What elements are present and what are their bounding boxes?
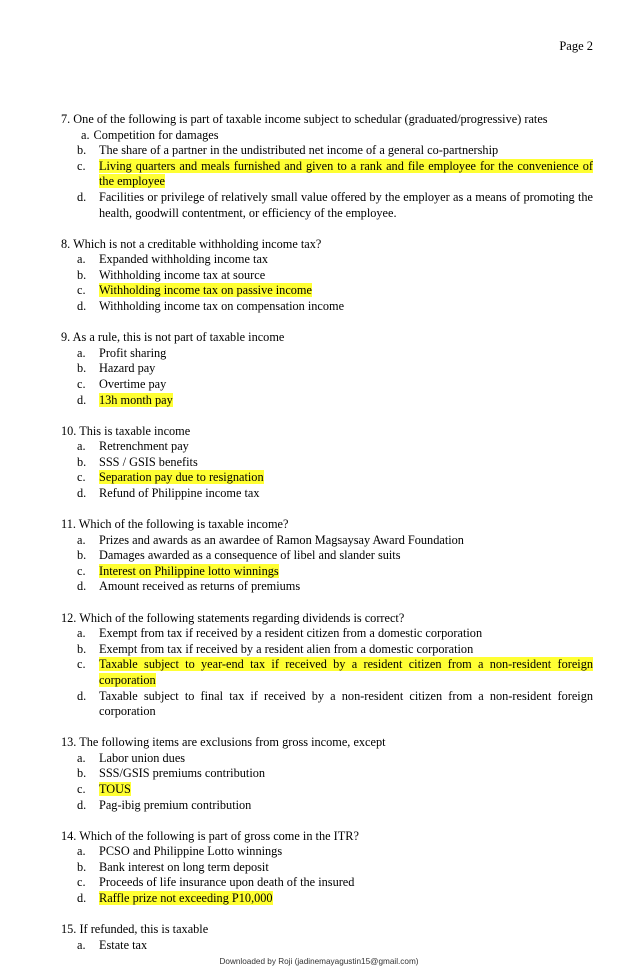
option-text-content: PCSO and Philippine Lotto winnings xyxy=(99,844,283,859)
option-text-content: Retrenchment pay xyxy=(99,439,189,454)
answer-option xyxy=(61,782,593,798)
option-text xyxy=(99,190,593,221)
option-letter: b. xyxy=(77,143,87,158)
option-text xyxy=(99,455,593,471)
option-letter: a. xyxy=(77,937,86,952)
answer-option xyxy=(61,439,593,455)
highlighted-answer-text xyxy=(99,283,593,299)
highlighted-answer-text xyxy=(99,782,593,798)
answer-option xyxy=(61,626,593,642)
option-text xyxy=(99,299,593,315)
answer-option xyxy=(61,252,593,268)
option-text xyxy=(99,548,593,564)
answer-option xyxy=(61,283,593,299)
option-letter: a. xyxy=(81,127,90,142)
question-15 xyxy=(61,922,593,953)
option-letter: a. xyxy=(77,750,86,765)
answer-option xyxy=(61,564,593,580)
answer-option xyxy=(61,689,593,720)
option-text xyxy=(99,377,593,393)
option-letter: d. xyxy=(77,891,87,906)
question-11 xyxy=(61,517,593,595)
answer-option xyxy=(61,470,593,486)
option-text-content: TOUS xyxy=(99,781,131,796)
question-text: 12. Which of the following statements regarding dividends is correct? xyxy=(61,610,405,625)
option-letter: d. xyxy=(77,688,87,703)
option-letter: d. xyxy=(77,579,87,594)
download-footer: Downloaded by Roji (jadinemayagustin15@gmail.com) xyxy=(219,957,419,966)
option-letter: b. xyxy=(77,361,87,376)
option-text xyxy=(99,642,593,658)
question-text: 10. This is taxable income xyxy=(61,423,191,438)
highlighted-answer-text xyxy=(99,470,593,486)
option-text-content: Prizes and awards as an awardee of Ramon Magsaysay Award Foundation xyxy=(99,532,464,547)
option-letter: a. xyxy=(77,844,86,859)
answer-option xyxy=(61,798,593,814)
option-text-content: The share of a partner in the undistributed net income of a general co-partnership xyxy=(99,143,499,158)
question-9 xyxy=(61,330,593,408)
option-text-content: Withholding income tax on passive income xyxy=(99,283,312,298)
option-text xyxy=(99,751,593,767)
option-letter: a. xyxy=(77,439,86,454)
option-text-content: SSS / GSIS benefits xyxy=(99,454,198,469)
answer-option xyxy=(61,346,593,362)
option-letter: c. xyxy=(77,470,86,485)
option-text-content: Damages awarded as a consequence of libel and slander suits xyxy=(99,548,401,563)
option-text xyxy=(99,798,593,814)
question-text: 7. One of the following is part of taxable income subject to schedular (graduated/progressive) rates xyxy=(61,112,548,126)
option-text-content: Overtime pay xyxy=(99,376,167,391)
answer-option xyxy=(61,190,593,221)
option-letter: c. xyxy=(77,657,86,672)
question-list xyxy=(61,112,593,969)
question-text: 15. If refunded, this is taxable xyxy=(61,922,209,937)
option-text-content: Exempt from tax if received by a resident alien from a domestic corporation xyxy=(99,641,474,656)
option-text xyxy=(99,268,593,284)
option-text-content: Labor union dues xyxy=(99,750,186,765)
option-text-content: Facilities or privilege of relatively small value offered by the employer as a means of promoting the health, goodwill contentment, or efficiency of the employee. xyxy=(99,189,593,220)
option-letter: c. xyxy=(77,781,86,796)
question-12 xyxy=(61,611,593,720)
option-text xyxy=(99,626,593,642)
option-text xyxy=(99,252,593,268)
answer-option xyxy=(61,875,593,891)
option-text-content: Amount received as returns of premiums xyxy=(99,579,301,594)
option-text xyxy=(99,875,593,891)
option-text-content: Bank interest on long term deposit xyxy=(99,859,269,874)
answer-option xyxy=(61,361,593,377)
answer-option xyxy=(61,751,593,767)
option-letter: b. xyxy=(77,548,87,563)
option-text-content: Exempt from tax if received by a resident citizen from a domestic corporation xyxy=(99,626,483,641)
answer-option xyxy=(61,486,593,502)
answer-option xyxy=(61,533,593,549)
option-letter: b. xyxy=(77,267,87,282)
option-text-content: Proceeds of life insurance upon death of the insured xyxy=(99,875,355,890)
option-text-content: Withholding income tax on compensation income xyxy=(99,299,345,314)
highlighted-answer-text xyxy=(99,393,593,409)
highlighted-answer-text xyxy=(99,159,593,190)
option-text-content: Hazard pay xyxy=(99,361,156,376)
option-letter: a. xyxy=(77,532,86,547)
option-letter: a. xyxy=(77,345,86,360)
option-text-content: Withholding income tax at source xyxy=(99,267,266,282)
question-10 xyxy=(61,424,593,502)
option-letter: d. xyxy=(77,299,87,314)
option-letter: d. xyxy=(77,485,87,500)
option-letter: c. xyxy=(77,875,86,890)
option-letter: c. xyxy=(77,376,86,391)
option-letter: c. xyxy=(77,563,86,578)
option-text xyxy=(99,579,593,595)
option-text xyxy=(99,766,593,782)
option-text-content: Competition for damages xyxy=(93,127,219,142)
answer-option xyxy=(61,938,593,954)
option-text xyxy=(99,860,593,876)
page-number: Page 2 xyxy=(559,39,593,53)
option-text-content: Estate tax xyxy=(99,937,148,952)
option-text-content: 13h month pay xyxy=(99,392,173,407)
answer-option xyxy=(61,579,593,595)
option-letter: d. xyxy=(77,797,87,812)
option-text xyxy=(99,689,593,720)
question-text: 13. The following items are exclusions from gross income, except xyxy=(61,735,386,750)
option-letter: b. xyxy=(77,859,87,874)
answer-option xyxy=(61,143,593,159)
highlighted-answer-text xyxy=(99,564,593,580)
question-text: 11. Which of the following is taxable income? xyxy=(61,517,289,532)
answer-option xyxy=(61,128,593,144)
answer-option xyxy=(61,377,593,393)
option-letter: b. xyxy=(77,766,87,781)
option-letter: b. xyxy=(77,641,87,656)
option-letter: b. xyxy=(77,454,87,469)
option-text xyxy=(99,361,593,377)
highlighted-answer-text xyxy=(99,657,593,688)
answer-option xyxy=(61,766,593,782)
question-14 xyxy=(61,829,593,907)
option-text-content: Living quarters and meals furnished and given to a rank and file employee for the convenience of the employee xyxy=(99,158,593,189)
option-letter: d. xyxy=(77,189,87,204)
option-text xyxy=(99,346,593,362)
option-text-content: Interest on Philippine lotto winnings xyxy=(99,563,279,578)
option-text-content: Taxable subject to final tax if received by a non-resident citizen from a non-resident foreign corporation xyxy=(99,688,593,719)
answer-option xyxy=(61,548,593,564)
option-text-content: SSS/GSIS premiums contribution xyxy=(99,766,266,781)
option-text xyxy=(99,143,593,159)
answer-option xyxy=(61,159,593,190)
answer-option xyxy=(61,393,593,409)
option-text-content: Profit sharing xyxy=(99,345,167,360)
question-13 xyxy=(61,735,593,813)
answer-option xyxy=(61,642,593,658)
option-letter: a. xyxy=(77,252,86,267)
option-letter: c. xyxy=(77,283,86,298)
answer-option xyxy=(61,299,593,315)
option-text xyxy=(99,844,593,860)
option-text-content: Expanded withholding income tax xyxy=(99,252,269,267)
question-7 xyxy=(61,112,593,221)
highlighted-answer-text xyxy=(99,891,593,907)
option-text xyxy=(99,439,593,455)
answer-option xyxy=(61,455,593,471)
option-letter: d. xyxy=(77,392,87,407)
option-text-content: Taxable subject to year-end tax if received by a resident citizen from a non-resident foreign corporation xyxy=(99,657,593,687)
option-text-content: Raffle prize not exceeding P10,000 xyxy=(99,891,273,906)
question-text: 8. Which is not a creditable withholding income tax? xyxy=(61,236,322,251)
option-text-content: Refund of Philippine income tax xyxy=(99,485,260,500)
option-text-content: Pag-ibig premium contribution xyxy=(99,797,252,812)
answer-option xyxy=(61,657,593,688)
option-text xyxy=(99,938,593,954)
option-text xyxy=(99,486,593,502)
option-letter: a. xyxy=(77,626,86,641)
option-text xyxy=(94,128,593,144)
question-text: 14. Which of the following is part of gross come in the ITR? xyxy=(61,828,359,843)
option-letter: c. xyxy=(77,158,86,173)
answer-option xyxy=(61,844,593,860)
option-text-content: Separation pay due to resignation xyxy=(99,470,264,485)
question-text: 9. As a rule, this is not part of taxable income xyxy=(61,330,285,345)
answer-option xyxy=(61,268,593,284)
question-8 xyxy=(61,237,593,315)
option-text xyxy=(99,533,593,549)
answer-option xyxy=(61,891,593,907)
answer-option xyxy=(61,860,593,876)
